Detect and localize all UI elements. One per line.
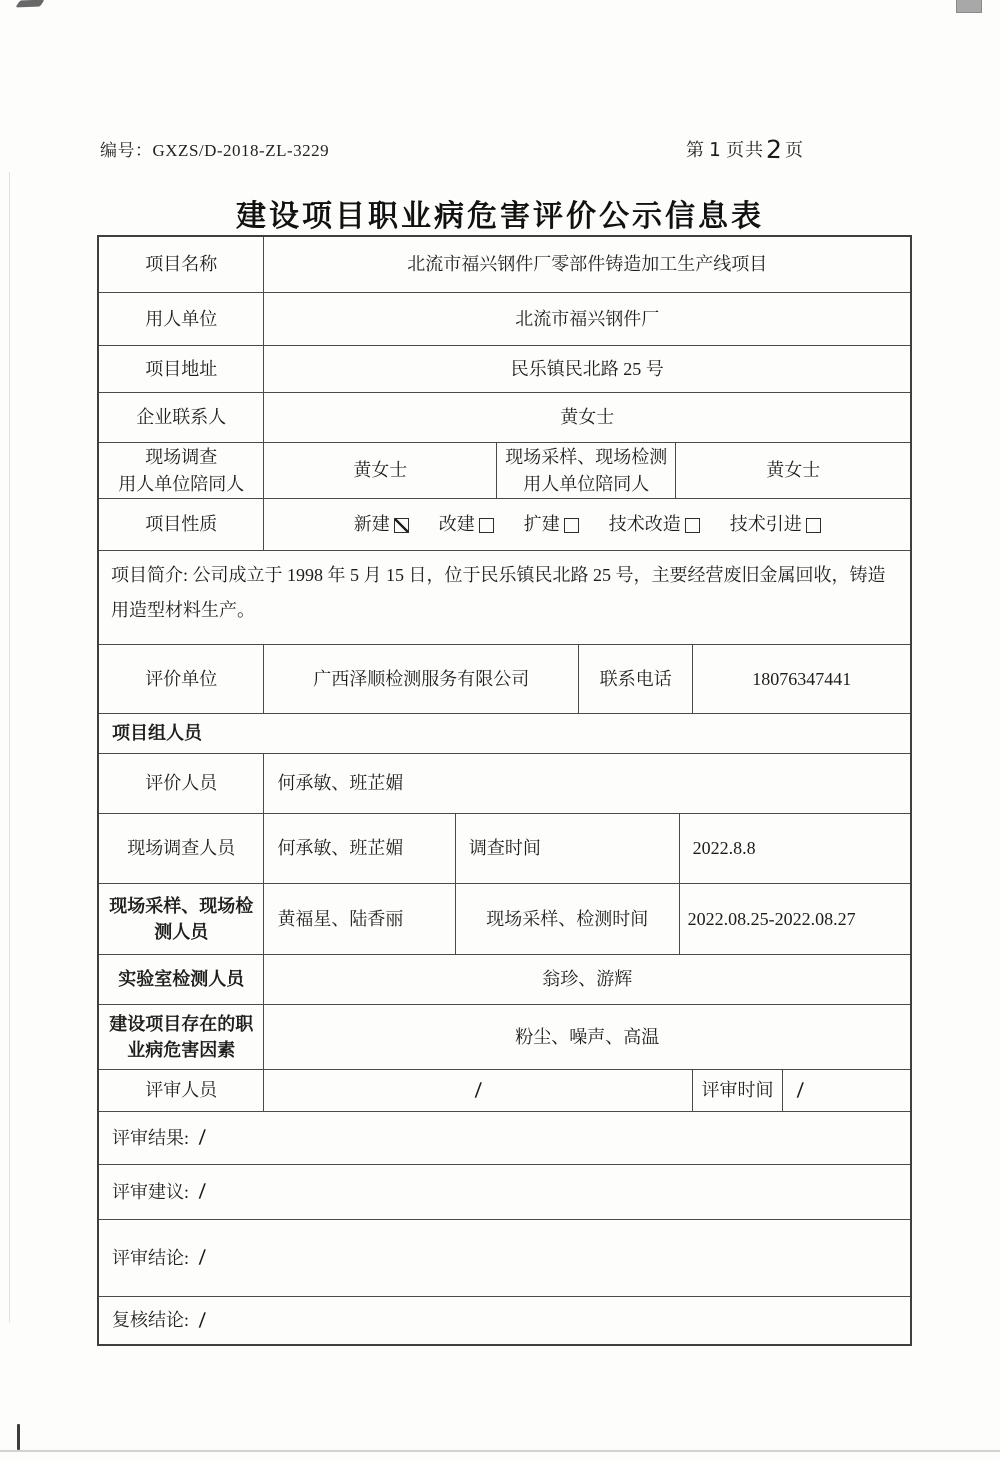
checkbox-new-construction bbox=[394, 518, 409, 533]
page-middle: 页共 bbox=[726, 140, 765, 160]
sampling-time-value: 2022.08.25-2022.08.27 bbox=[687, 908, 856, 929]
row-site-survey bbox=[99, 814, 910, 884]
row-sampling bbox=[99, 884, 910, 955]
scan-artifact-top-right bbox=[956, 0, 982, 13]
evaluators-label: 评价人员 bbox=[99, 754, 264, 813]
project-intro-text: 项目简介: 公司成立于 1998 年 5 月 15 日，位于民乐镇民北路 25 号，主要经营废旧金属回收，铸造用造型材料生产。 bbox=[111, 565, 886, 621]
recheck-conclusion-label: 复核结论: bbox=[112, 1310, 190, 1331]
evaluation-org-value: 广西泽顺检测服务有限公司 bbox=[264, 645, 579, 713]
row-review-staff bbox=[99, 1070, 910, 1112]
form-table bbox=[97, 235, 912, 1346]
survey-time-value: 2022.8.8 bbox=[692, 838, 756, 859]
row-company-contact bbox=[99, 393, 910, 443]
phone-value: 18076347441 bbox=[752, 668, 852, 689]
sampling-time-label: 现场采样、检测时间 bbox=[456, 884, 680, 954]
row-employer bbox=[99, 293, 910, 346]
survey-escort-label-line1: 现场调查 bbox=[145, 446, 218, 467]
review-conclusion-label: 评审结论: bbox=[112, 1247, 190, 1268]
checkbox-tech-import bbox=[806, 518, 821, 533]
review-staff-label: 评审人员 bbox=[99, 1070, 264, 1111]
row-review-suggestion bbox=[99, 1165, 910, 1220]
survey-escort-label bbox=[99, 443, 264, 498]
row-evaluators bbox=[99, 754, 910, 814]
review-conclusion-slash: / bbox=[198, 1246, 207, 1269]
option-expansion bbox=[524, 511, 579, 537]
scan-artifact-top-left bbox=[15, 0, 44, 7]
page-total-handwritten: 2 bbox=[765, 134, 784, 165]
sampling-value: 黄福星、陆香丽 bbox=[264, 884, 455, 954]
page-current-handwritten: 1 bbox=[708, 138, 723, 162]
document-number-value: GXZS/D-2018-ZL-3229 bbox=[152, 141, 330, 160]
page-indicator bbox=[686, 133, 804, 165]
checkbox-expansion bbox=[564, 518, 579, 533]
sampling-label: 现场采样、现场检测人员 bbox=[99, 884, 264, 954]
review-conclusion-cell bbox=[99, 1220, 910, 1296]
review-time-label: 评审时间 bbox=[693, 1070, 782, 1111]
row-escort bbox=[99, 443, 910, 499]
hazards-label: 建设项目存在的职业病危害因素 bbox=[99, 1005, 264, 1069]
option-tech-import-label: 技术引进 bbox=[729, 514, 802, 535]
option-new-construction bbox=[354, 511, 409, 537]
review-suggestion-cell bbox=[99, 1165, 910, 1219]
row-project-name bbox=[99, 237, 910, 293]
page-suffix: 页 bbox=[785, 140, 804, 160]
hazards-value: 粉尘、噪声、高温 bbox=[515, 1026, 660, 1047]
row-project-nature bbox=[99, 499, 910, 551]
survey-escort-label-line2: 用人单位陪同人 bbox=[118, 473, 245, 494]
review-suggestion-label: 评审建议: bbox=[112, 1181, 190, 1202]
project-nature-options bbox=[264, 499, 910, 550]
review-result-label: 评审结果: bbox=[112, 1127, 190, 1148]
company-contact-value: 黄女士 bbox=[560, 407, 615, 428]
site-survey-label: 现场调查人员 bbox=[99, 814, 264, 883]
evaluation-org-label: 评价单位 bbox=[99, 645, 264, 713]
project-address-label: 项目地址 bbox=[99, 346, 264, 392]
row-lab-staff bbox=[99, 955, 910, 1005]
company-contact-label: 企业联系人 bbox=[99, 393, 264, 442]
option-expansion-label: 扩建 bbox=[523, 514, 560, 535]
row-recheck-conclusion bbox=[99, 1297, 910, 1344]
review-time-slash: / bbox=[796, 1078, 804, 1101]
sampling-escort-label-line2: 用人单位陪同人 bbox=[523, 473, 650, 494]
team-section-label: 项目组人员 bbox=[112, 723, 202, 744]
review-suggestion-slash: / bbox=[198, 1180, 207, 1203]
row-evaluation-org bbox=[99, 645, 910, 714]
project-name-label: 项目名称 bbox=[99, 237, 264, 292]
option-tech-renovation bbox=[609, 511, 700, 537]
checkbox-tech-renovation bbox=[685, 518, 700, 533]
project-nature-label: 项目性质 bbox=[99, 499, 264, 550]
phone-label: 联系电话 bbox=[579, 645, 693, 713]
row-project-intro bbox=[99, 551, 910, 645]
document-number bbox=[100, 136, 329, 161]
survey-escort-value: 黄女士 bbox=[264, 443, 497, 498]
lab-staff-label: 实验室检测人员 bbox=[99, 955, 264, 1004]
form-title: 建设项目职业病危害评价公示信息表 bbox=[236, 200, 764, 233]
project-name-value: 北流市福兴钢件厂零部件铸造加工生产线项目 bbox=[407, 254, 768, 275]
lab-staff-value: 翁珍、游辉 bbox=[542, 969, 633, 990]
option-tech-renovation-label: 技术改造 bbox=[608, 514, 681, 535]
employer-label: 用人单位 bbox=[99, 293, 264, 345]
site-survey-value: 何承敏、班芷媚 bbox=[264, 814, 455, 883]
page-prefix: 第 bbox=[686, 140, 705, 160]
project-address-value: 民乐镇民北路 25 号 bbox=[510, 358, 664, 379]
employer-value: 北流市福兴钢件厂 bbox=[515, 308, 660, 329]
review-result-cell bbox=[99, 1112, 910, 1164]
option-reconstruction-label: 改建 bbox=[438, 514, 475, 535]
recheck-conclusion-slash: / bbox=[198, 1308, 207, 1331]
review-staff-slash: / bbox=[474, 1078, 483, 1101]
survey-time-label: 调查时间 bbox=[456, 814, 680, 883]
sampling-escort-label bbox=[497, 443, 676, 498]
document-number-label: 编号： bbox=[100, 141, 153, 160]
sampling-escort-label-line1: 现场采样、现场检测 bbox=[505, 446, 668, 467]
review-result-slash: / bbox=[198, 1126, 207, 1149]
row-review-conclusion bbox=[99, 1220, 910, 1297]
row-team-section bbox=[99, 714, 910, 754]
option-tech-import bbox=[730, 511, 821, 537]
option-reconstruction bbox=[439, 511, 494, 537]
evaluators-value: 何承敏、班芷媚 bbox=[277, 773, 404, 794]
scan-artifact-bottom-line bbox=[0, 1450, 1000, 1452]
scan-artifact-left-line bbox=[9, 172, 10, 1322]
review-time-value bbox=[783, 1070, 910, 1111]
recheck-conclusion-cell bbox=[99, 1297, 910, 1344]
row-hazards bbox=[99, 1005, 910, 1070]
sampling-escort-value: 黄女士 bbox=[766, 460, 821, 481]
checkbox-reconstruction bbox=[479, 518, 494, 533]
option-new-construction-label: 新建 bbox=[353, 514, 390, 535]
review-staff-value bbox=[264, 1070, 693, 1111]
row-review-result bbox=[99, 1112, 910, 1165]
row-project-address bbox=[99, 346, 910, 393]
scan-artifact-bottom-tick bbox=[17, 1424, 20, 1450]
